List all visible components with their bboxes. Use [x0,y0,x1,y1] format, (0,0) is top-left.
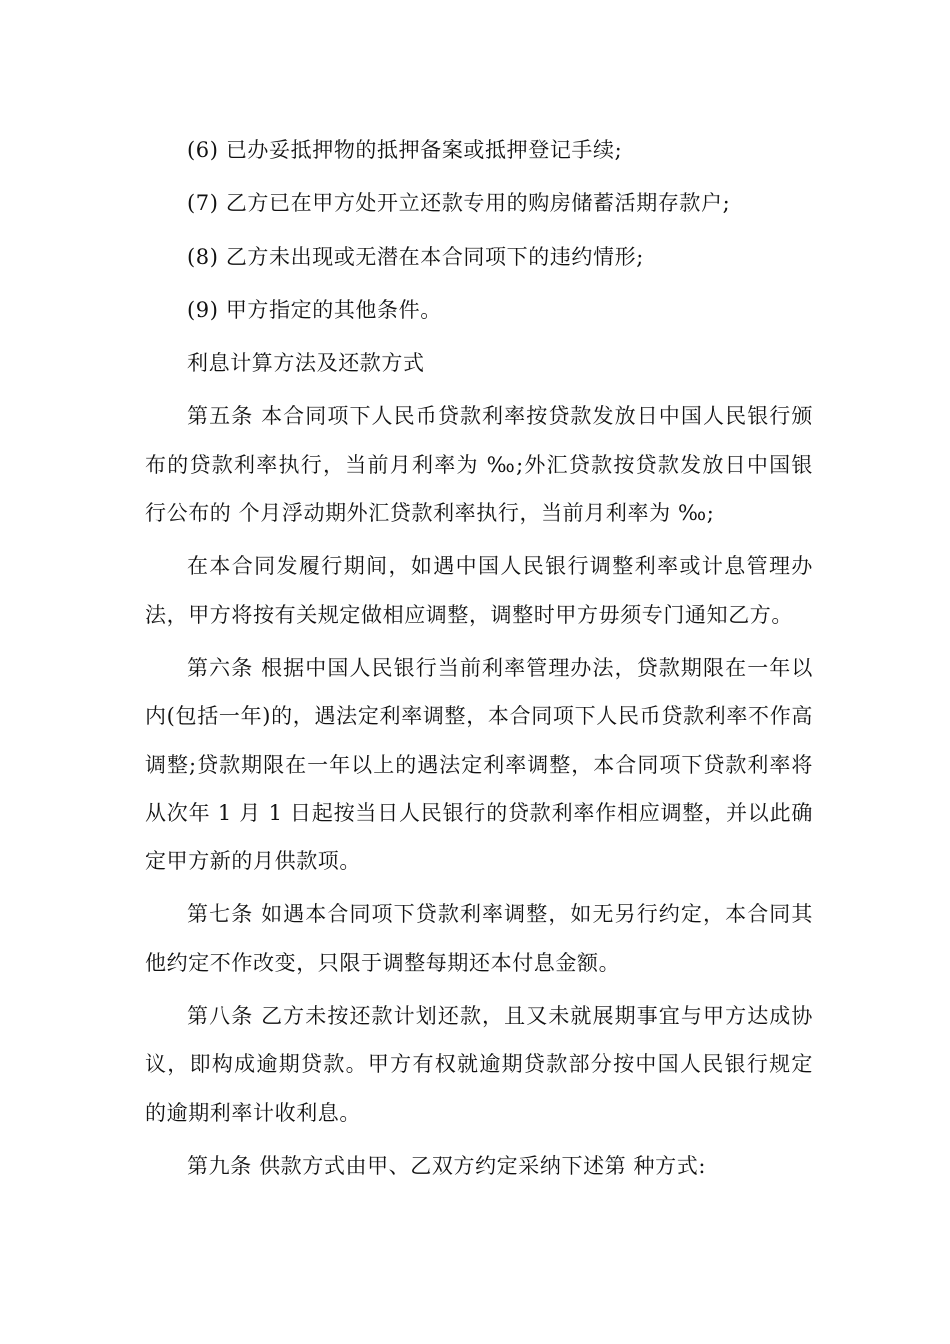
clause-item-7: (7) 乙方已在甲方处开立还款专用的购房储蓄活期存款户; [187,191,731,216]
article-5-continuation: 在本合同发履行期间，如遇中国人民银行调整利率或计息管理办法，甲方将按有关规定做相应调整，调整时甲方毋须专门通知乙方。 [145,554,813,627]
clause-item-8: (8) 乙方未出现或无潜在本合同项下的违约情形; [187,244,644,269]
article-6: 第六条 根据中国人民银行当前利率管理办法，贷款期限在一年以内(包括一年)的，遇法定利率调整，本合同项下人民币贷款利率不作高调整;贷款期限在一年以上的遇法定利率调整，本合同项下贷款利率将从次年 1 月 1 日起按当日人民银行的贷款利率作相应调整，并以此确定甲方新的月供款项。 [145,655,813,874]
article-9: 第九条 供款方式由甲、乙双方约定采纳下述第 种方式: [187,1153,707,1178]
clause-item-9: (9) 甲方指定的其他条件。 [187,297,442,322]
article-7: 第七条 如遇本合同项下贷款利率调整，如无另行约定，本合同其他约定不作改变，只限于调整每期还本付息金额。 [145,902,813,975]
clause-item-6: (6) 已办妥抵押物的抵押备案或抵押登记手续; [187,138,623,162]
section-heading: 利息计算方法及还款方式 [187,351,425,376]
article-5: 第五条 本合同项下人民币贷款利率按贷款发放日中国人民银行颁布的贷款利率执行，当前月利率为 ‰;外汇贷款按贷款发放日中国银行公布的 个月浮动期外汇贷款利率执行，当前月利率为 ‰; [145,404,813,526]
article-8: 第八条 乙方未按还款计划还款，且又未就展期事宜与甲方达成协议，即构成逾期贷款。甲方有权就逾期贷款部分按中国人民银行规定的逾期利率计收利息。 [145,1004,813,1125]
document-body [145,126,813,1195]
